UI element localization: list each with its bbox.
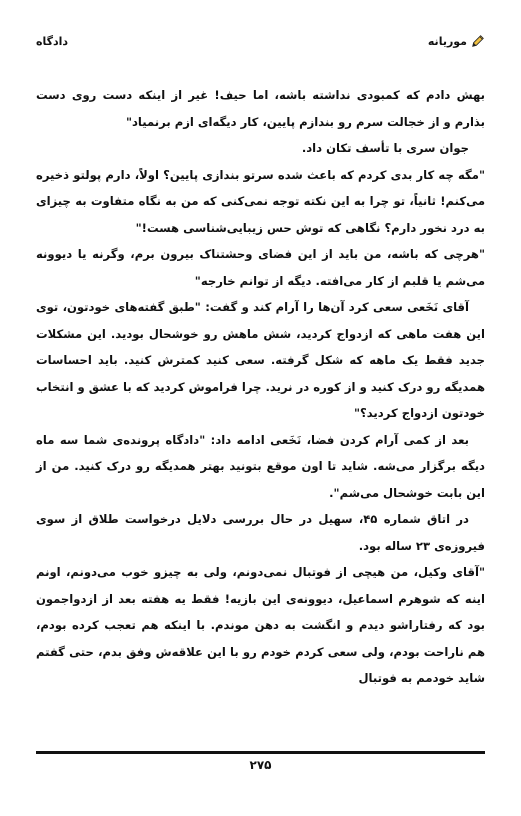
book-title-group [428,34,485,48]
running-header [36,30,485,52]
paragraph: جوان سری با تأسف تکان داد. [301,141,469,155]
paragraph: بهش دادم که کمبودی نداشته باشه، اما حیف! غیر از اینکه دست روی دست بذارم و از خجالت سرم رو بندازم پایین، کار دیگه‌ای ازم برنمیاد" [36,88,485,129]
book-title: موریانه [427,34,467,48]
chapter-title: دادگاه [36,34,69,48]
paragraph: "مگه چه کار بدی کردم که باعث شده سرتو بندازی پایین؟ اولاً، دارم پولتو ذخیره می‌کنم! ثانیاً، تو چرا به این نکته توجه نمی‌کنی که من به نگاه متفاوت به چیزای به درد نخور دارم؟ نگاهی که توش حس زیبایی‌شناسی هست!" [36,167,485,235]
page-number: ۲۷۵ [249,758,272,772]
page-body [36,82,485,692]
footer-rule [36,751,485,754]
paragraph: "هرچی که باشه، من باید از این فضای وحشتناک بیرون برم، وگرنه یا دیوونه می‌شم یا قلبم از کار می‌افته. دیگه از توانم خارجه" [36,247,485,288]
paragraph: بعد از کمی آرام کردن فضا، نَخَعی ادامه داد: "دادگاه پرونده‌ی شما سه ماه دیگه برگزار می‌شه. شاید تا اون موقع بتونید بهتر همدیگه رو درک کنید. من از این بابت خوشحال می‌شم". [36,432,485,500]
pencil-icon [471,34,485,48]
paragraph: "آقای وکیل، من هیچی از فوتبال نمی‌دونم، ولی به چیزو خوب می‌دونم، اونم اینه که شوهرم اسماعیل، دیوونه‌ی این بازیه! فقط یه هفته بعد از ازدواجمون بود که رفتاراشو دیدم و انگشت به دهن موندم. با اینکه هم تعجب کرده بودم، هم ناراحت بودم، ولی سعی کردم خودم رو با این علاقه‌ش وفق بدم، حتی گفتم شاید خودمم به فوتبال [36,565,485,685]
paragraph: در اتاق شماره ۴۵، سهیل در حال بررسی دلایل درخواست طلاق از سوی فیروزه‌ی ۲۳ ساله بود. [36,512,485,553]
paragraph: آقای نَخَعی سعی کرد آن‌ها را آرام کند و گفت: "طبق گفته‌های خودتون، توی این هفت ماهی که ازدواج کردید، شش ماهش رو خوشحال بودید. این مشکلات جدید فقط یک ماهه که شکل گرفته. سعی کنید کمترش کنید. باید احساسات همدیگه رو درک کنید و از کوره در نرید. چرا فراموش کردید که با عشق و انتخاب خودتون ازدواج کردید؟" [36,300,485,420]
